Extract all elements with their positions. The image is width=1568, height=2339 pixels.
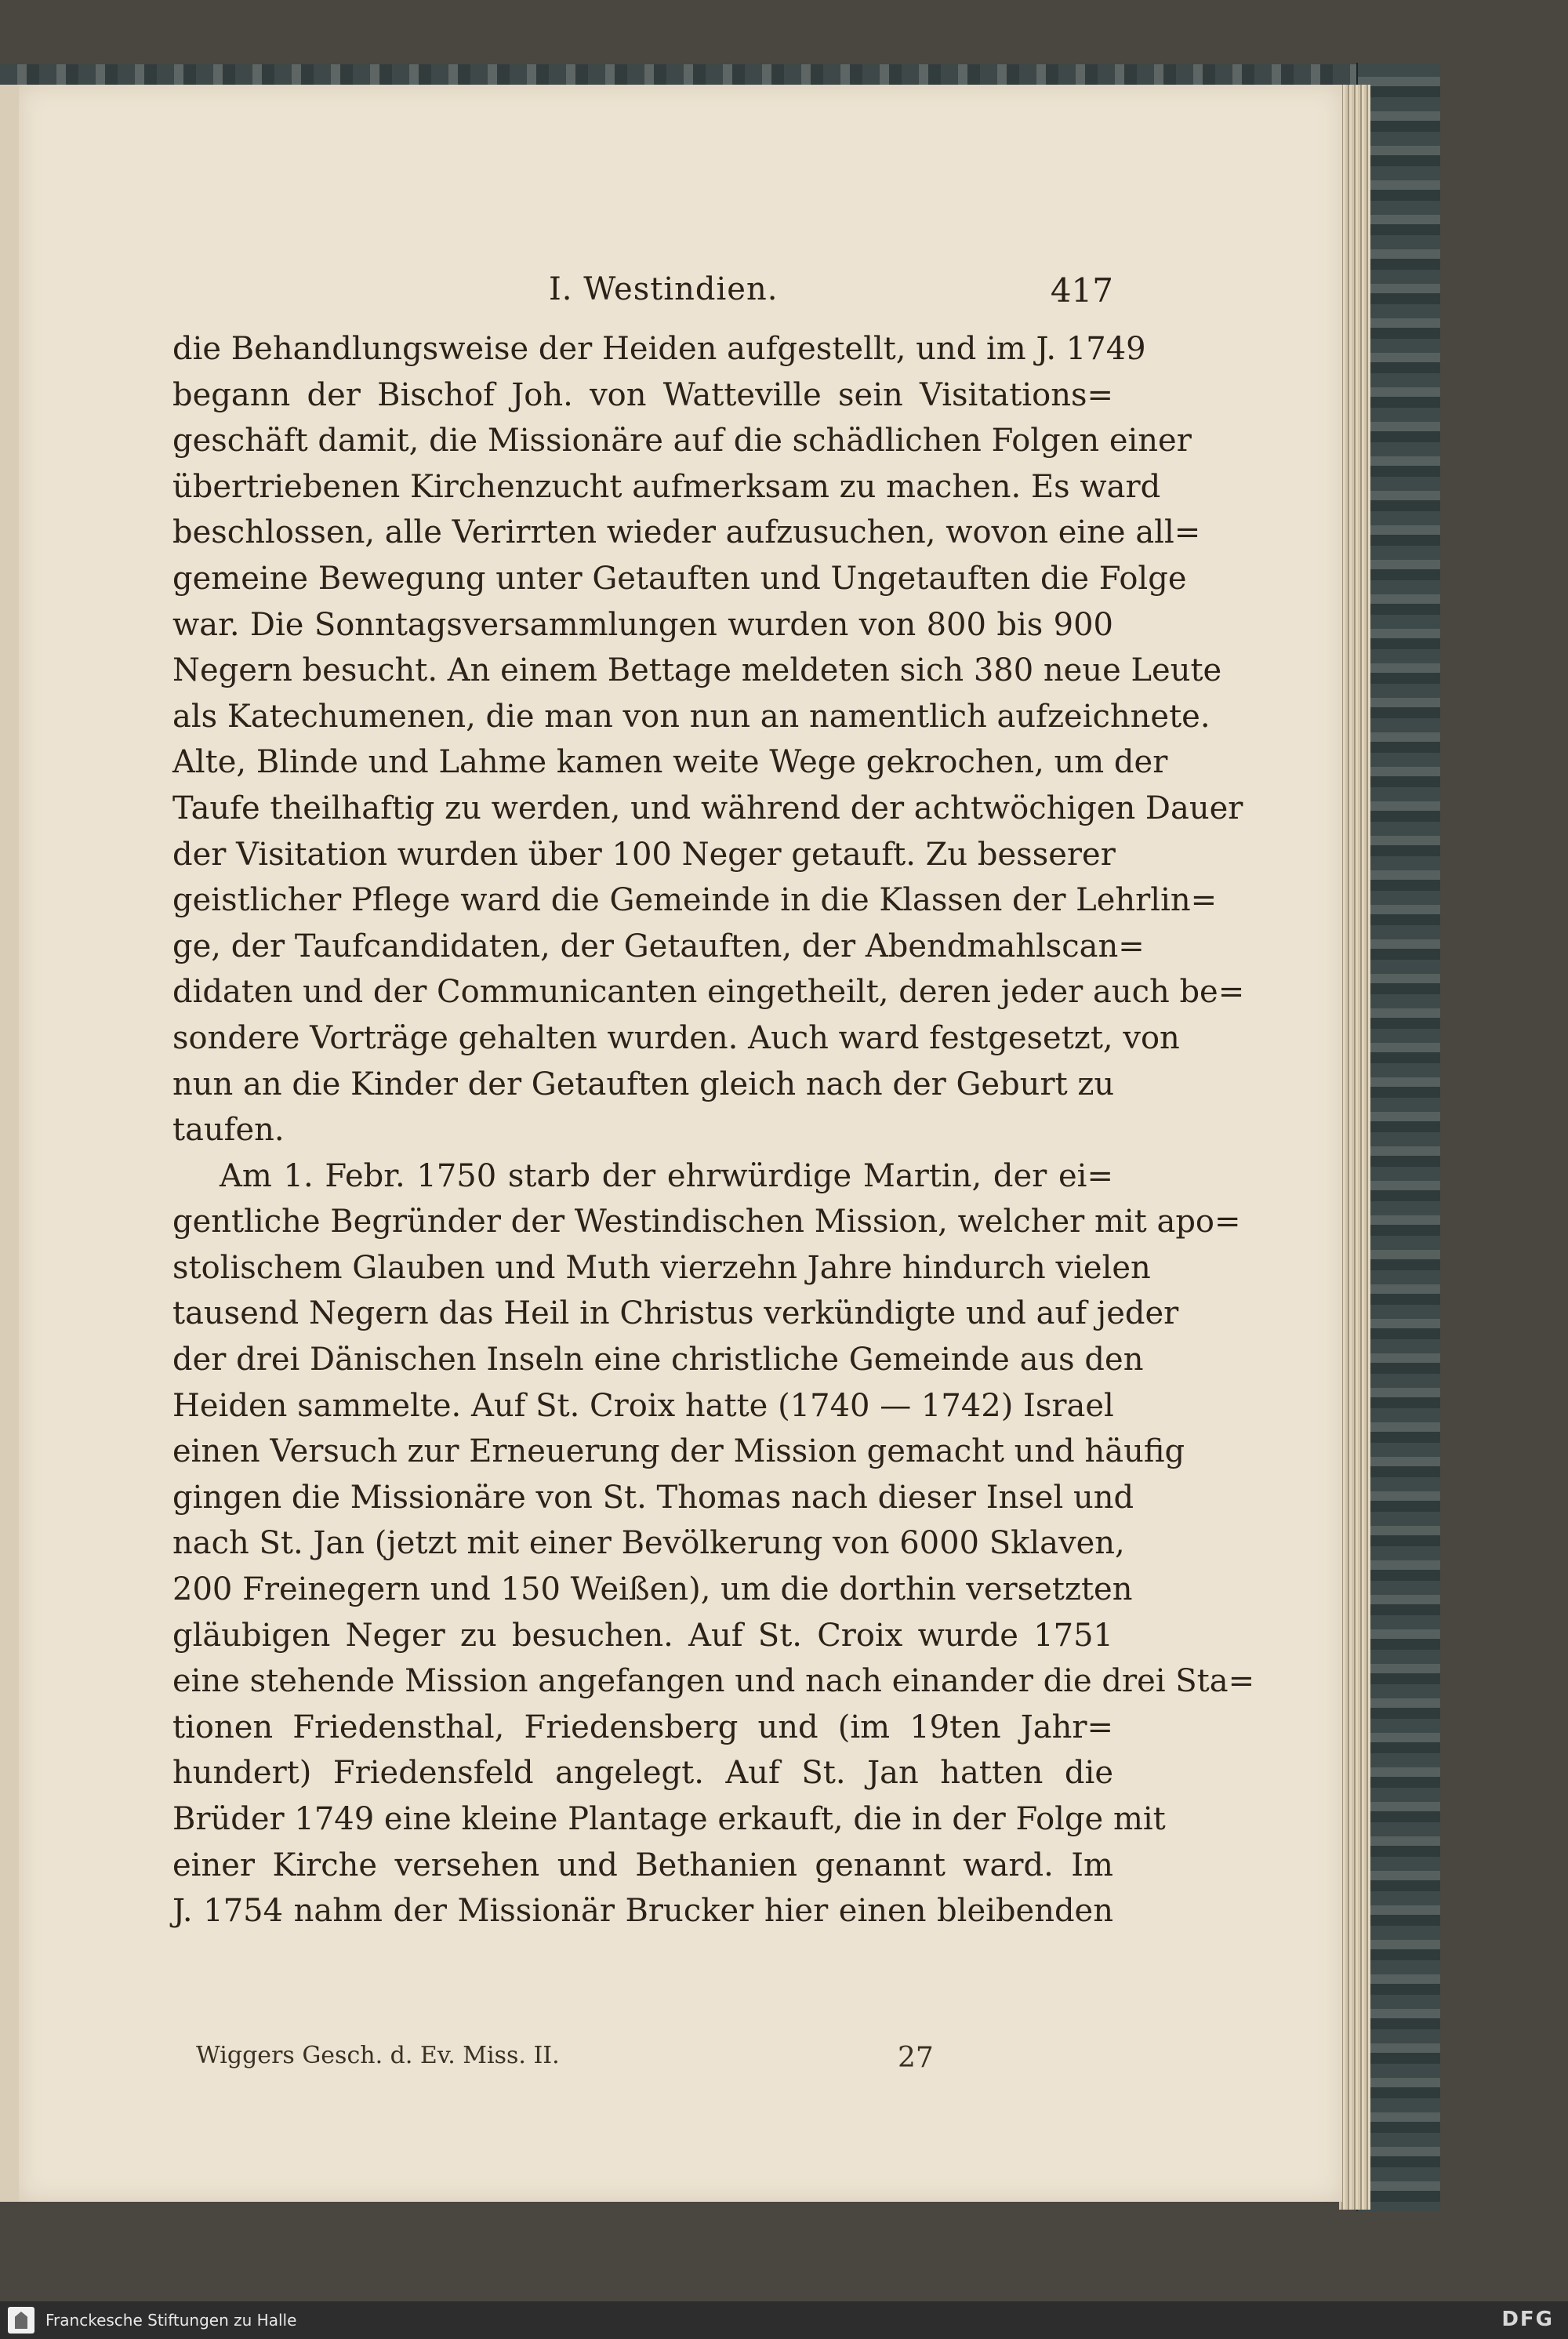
- text-line: die Behandlungsweise der Heiden aufgestellt, und im J. 1749: [172, 331, 1146, 367]
- body-text: [172, 326, 1255, 1934]
- text-line: hundert) Friedensfeld angelegt. Auf St. Jan hatten die: [172, 1755, 1113, 1792]
- text-line: einer Kirche versehen und Bethanien genannt ward. Im: [172, 1847, 1113, 1883]
- text-line: gläubigen Neger zu besuchen. Auf St. Croix wurde 1751: [172, 1617, 1113, 1654]
- text-line: einen Versuch zur Erneuerung der Mission gemacht und häufig: [172, 1433, 1185, 1470]
- facing-page-edge: [0, 85, 20, 2202]
- institution-link[interactable]: Franckesche Stiftungen zu Halle: [45, 2311, 297, 2330]
- text-line: beschlossen, alle Verirrten wieder aufzusuchen, wovon eine all=: [172, 514, 1201, 551]
- text-line: 200 Freinegern und 150 Weißen), um die dorthin versetzten: [172, 1571, 1133, 1608]
- text-line: gemeine Bewegung unter Getauften und Ungetauften die Folge: [172, 560, 1187, 597]
- viewer-footer-bar: [0, 2301, 1568, 2339]
- institution-logo-icon[interactable]: [8, 2307, 34, 2334]
- text-line: ge, der Taufcandidaten, der Getauften, der Abendmahlscan=: [172, 928, 1145, 964]
- text-line: Taufe theilhaftig zu werden, und während der achtwöchigen Dauer: [172, 790, 1243, 826]
- text-line: Am 1. Febr. 1750 starb der ehrwürdige Martin, der ei=: [220, 1157, 1113, 1194]
- text-line: geschäft damit, die Missionäre auf die schädlichen Folgen einer: [172, 423, 1192, 459]
- text-line: gentliche Begründer der Westindischen Mission, welcher mit apo=: [172, 1204, 1241, 1240]
- page-number: 417: [1050, 271, 1113, 310]
- text-line: tionen Friedensthal, Friedensberg und (im 19ten Jahr=: [172, 1709, 1113, 1745]
- text-line: Alte, Blinde und Lahme kamen weite Wege gekrochen, um der: [172, 744, 1168, 781]
- sheet-number: 27: [898, 2042, 934, 2074]
- book-page: [19, 85, 1342, 2202]
- page-footer: [196, 2042, 1113, 2081]
- printer-signature: Wiggers Gesch. d. Ev. Miss. II.: [196, 2042, 560, 2069]
- text-line: übertriebenen Kirchenzucht aufmerksam zu machen. Es ward: [172, 468, 1161, 505]
- text-line: nach St. Jan (jetzt mit einer Bevölkerung von 6000 Sklaven,: [172, 1525, 1125, 1562]
- text-line: als Katechumenen, die man von nun an namentlich aufzeichnete.: [172, 698, 1210, 735]
- page-header: [172, 271, 1113, 318]
- funder-logo[interactable]: DFG: [1501, 2308, 1554, 2331]
- text-line: der drei Dänischen Inseln eine christliche Gemeinde aus den: [172, 1342, 1144, 1378]
- text-line: didaten und der Communicanten eingetheilt, deren jeder auch be=: [172, 974, 1245, 1011]
- page-block-edges: [1339, 85, 1370, 2210]
- text-line: Brüder 1749 eine kleine Plantage erkauft, die in der Folge mit: [172, 1801, 1166, 1837]
- text-line: eine stehende Mission angefangen und nach einander die drei Sta=: [172, 1663, 1255, 1700]
- text-line: J. 1754 nahm der Missionär Brucker hier einen bleibenden: [172, 1893, 1113, 1930]
- book-cover-top-edge: [0, 64, 1435, 85]
- text-line: sondere Vorträge gehalten wurden. Auch ward festgesetzt, von: [172, 1019, 1180, 1056]
- text-line: Heiden sammelte. Auf St. Croix hatte (1740 — 1742) Israel: [172, 1387, 1114, 1424]
- text-line: gingen die Missionäre von St. Thomas nach dieser Insel und: [172, 1479, 1134, 1516]
- text-line: stolischem Glauben und Muth vierzehn Jahre hindurch vielen: [172, 1249, 1151, 1286]
- text-line: war. Die Sonntagsversammlungen wurden von 800 bis 900: [172, 606, 1113, 643]
- text-line: taufen.: [172, 1112, 285, 1149]
- text-line: nun an die Kinder der Getauften gleich nach der Geburt zu: [172, 1066, 1115, 1102]
- text-line: geistlicher Pflege ward die Gemeinde in die Klassen der Lehrlin=: [172, 882, 1218, 919]
- text-line: der Visitation wurden über 100 Neger getauft. Zu besserer: [172, 836, 1116, 873]
- running-head: I. Westindien.: [549, 271, 779, 307]
- text-line: Negern besucht. An einem Bettage meldeten sich 380 neue Leute: [172, 652, 1222, 689]
- text-line: begann der Bischof Joh. von Watteville sein Visitations=: [172, 376, 1113, 413]
- text-line: tausend Negern das Heil in Christus verkündigte und auf jeder: [172, 1295, 1179, 1332]
